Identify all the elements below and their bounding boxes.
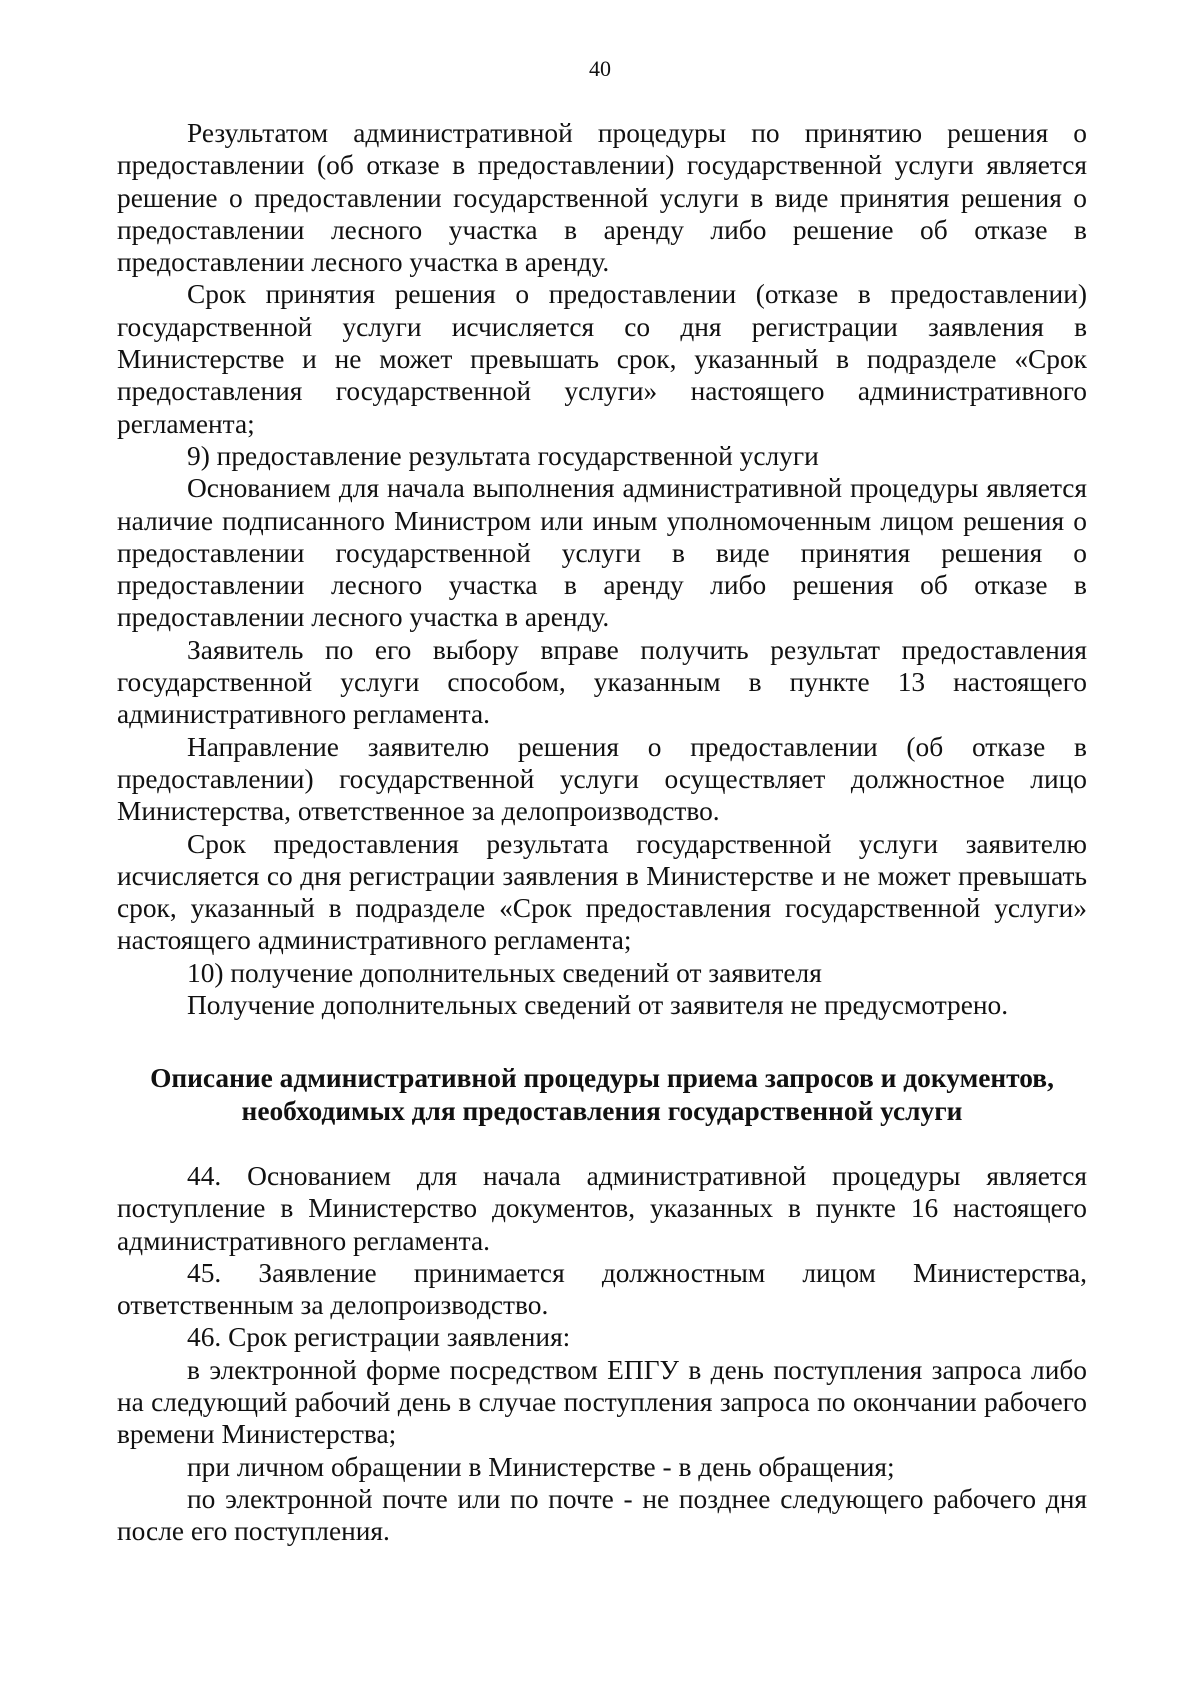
page-number: 40 bbox=[589, 56, 611, 81]
document-body-bottom bbox=[117, 1160, 1087, 1548]
paragraph: 9) предоставление результата государственной услуги bbox=[187, 440, 819, 471]
section-heading-line: Описание административной процедуры приема запросов и документов, bbox=[150, 1063, 1054, 1093]
paragraph: в электронной форме посредством ЕПГУ в день поступления запроса либо на следующий рабочий день в случае поступления запроса по окончании рабочего времени Министерства; bbox=[117, 1354, 1087, 1450]
paragraph: 45. Заявление принимается должностным лицом Министерства, ответственным за делопроизводство. bbox=[117, 1257, 1087, 1321]
paragraph: 10) получение дополнительных сведений от заявителя bbox=[187, 957, 822, 988]
document-body-top bbox=[117, 117, 1087, 1021]
paragraph: Основанием для начала выполнения административной процедуры является наличие подписанного Министром или иным уполномоченным лицом решения о предоставлении государственной услуги в виде принятия решения о предоставлении лесного участка в аренду либо решения об отказе в предоставлении лесного участка в аренду. bbox=[117, 473, 1087, 633]
paragraph: 46. Срок регистрации заявления: bbox=[187, 1322, 571, 1353]
paragraph: 44. Основанием для начала административной процедуры является поступление в Министерство документов, указанных в пункте 16 настоящего административного регламента. bbox=[117, 1161, 1087, 1256]
paragraph: Срок принятия решения о предоставлении (отказе в предоставлении) государственной услуги исчисляется со дня регистрации заявления в Министерстве и не может превышать срок, указанный в подразделе «Срок предоставления государственной услуги» настоящего административного регламента; bbox=[117, 279, 1087, 439]
paragraph: при личном обращении в Министерстве - в день обращения; bbox=[187, 1451, 895, 1482]
paragraph: Получение дополнительных сведений от заявителя не предусмотрено. bbox=[187, 990, 1009, 1021]
paragraph: Заявитель по его выбору вправе получить результат предоставления государственной услуги способом, указанным в пункте 13 настоящего административного регламента. bbox=[117, 634, 1087, 730]
paragraph: Направление заявителю решения о предоставлении (об отказе в предоставлении) государственной услуги осуществляет должностное лицо Министерства, ответственное за делопроизводство. bbox=[117, 731, 1087, 827]
paragraph: Результатом административной процедуры по принятию решения о предоставлении (об отказе в предоставлении) государственной услуги является решение о предоставлении государственной услуги в виде принятия решения о предоставлении лесного участка в аренду либо решение об отказе в предоставлении лесного участка в аренду. bbox=[117, 118, 1087, 278]
paragraph: Срок предоставления результата государственной услуги заявителю исчисляется со дня регистрации заявления в Министерстве и не может превышать срок, указанный в подразделе «Срок предоставления государственной услуги» настоящего административного регламента; bbox=[117, 828, 1087, 956]
section-heading bbox=[117, 1062, 1087, 1128]
section-heading-line: необходимых для предоставления государственной услуги bbox=[241, 1096, 963, 1126]
paragraph: по электронной почте или по почте - не позднее следующего рабочего дня после его поступления. bbox=[117, 1483, 1087, 1547]
